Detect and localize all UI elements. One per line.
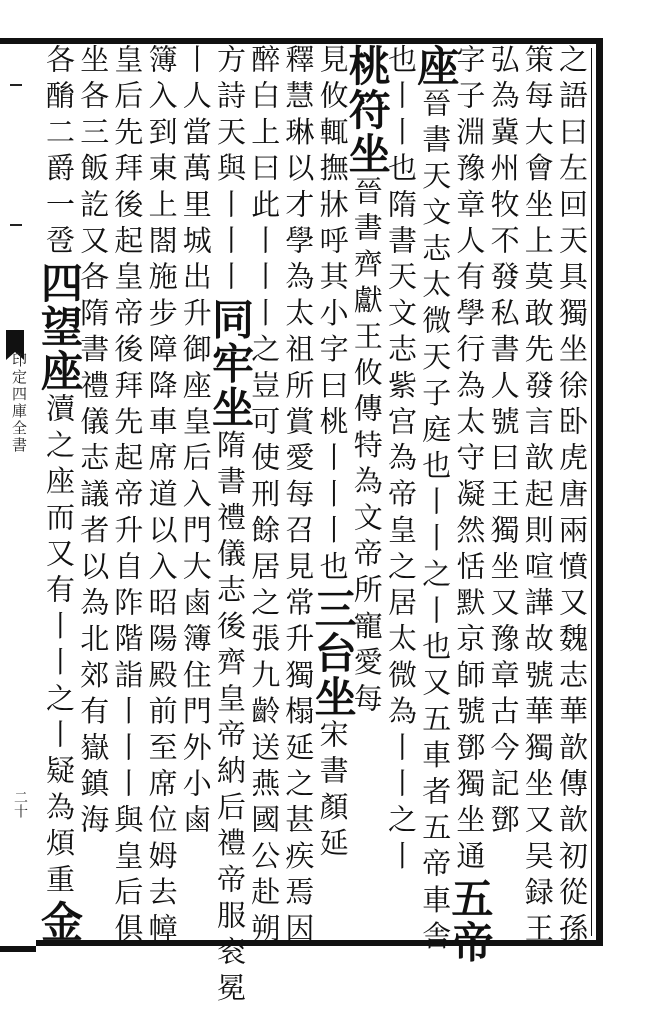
- text-run: 丨人當萬里城: [178, 44, 213, 262]
- text-column: [552, 44, 592, 949]
- text-column: [445, 44, 495, 965]
- page-number: 二十: [12, 790, 28, 818]
- text-column: [35, 44, 84, 945]
- text-column: [381, 44, 421, 924]
- text-column: [107, 44, 147, 949]
- text-run: 見攸輒撫牀呼其小字曰桃丨丨丨也: [315, 44, 350, 587]
- text-column: [176, 44, 216, 924]
- text-run: 隋書禮儀志議者以為北郊有嶽鎮海: [76, 297, 111, 841]
- text-run: 醉白上曰此丨丨丨之豈可使刑餘居之張九齡送燕國公赴朔: [247, 44, 282, 949]
- text-column: [411, 44, 461, 957]
- margin-tick: [10, 224, 22, 226]
- text-run: 晉書天文志太微天子庭也丨丨之丨也又五車者五帝車舎: [418, 88, 453, 957]
- entry-heading: 三台坐: [308, 587, 358, 719]
- text-column: [342, 44, 392, 924]
- text-column: [518, 44, 558, 949]
- entry-heading: 五帝: [445, 876, 495, 965]
- entry-heading: 金: [35, 900, 84, 945]
- text-run: 字子淵豫章人有學行為太守凝然恬默京師號鄧獨坐: [452, 44, 487, 841]
- text-run: 隋書禮儀志後齊皇帝納后禮帝服衮冕: [213, 429, 247, 1009]
- entry-heading: 桃符坐: [342, 44, 392, 176]
- text-column: [278, 44, 318, 949]
- text-run: 皇后先拜後起皇帝後拜先起帝升自阼階詣丨丨丨與皇后俱: [110, 44, 145, 949]
- text-run: 弘為冀州牧不發私書人號曰王獨坐又豫章古今記鄧: [486, 44, 521, 841]
- text-run: 簿入到東上閤施步障降車席道以入昭陽殿前至席位姆去幛: [144, 44, 179, 949]
- text-column: [244, 44, 284, 949]
- entry-heading: 同牢坐: [206, 297, 255, 430]
- entry-heading: 四望座: [35, 261, 84, 394]
- text-run: 瀆之座而又有丨丨之丨疑為煩重: [42, 393, 76, 901]
- text-column: [206, 44, 255, 1009]
- text-column: [308, 44, 358, 924]
- text-run: 坐各三飯訖又各: [76, 44, 111, 298]
- text-run: 策每大會坐上莫敢先發言歆起則喧譁故號華獨坐又吴録王: [520, 44, 555, 949]
- fishtail-mark: [6, 330, 24, 352]
- text-run: 出升御座皇后入門大鹵簿住門外小鹵: [178, 261, 213, 841]
- text-column: [73, 44, 113, 924]
- text-run: 宋書顏延: [315, 719, 350, 864]
- margin-tick: [10, 84, 22, 86]
- text-run: 也丨丨也隋書天文志紫宫為帝皇之居太微為丨丨之丨: [384, 44, 418, 877]
- text-run: 方詩天與丨丨丨: [213, 44, 247, 298]
- text-run: 之語曰左回天具獨坐徐卧虎唐兩憤又魏志華歆傳歆初從孫: [555, 44, 589, 949]
- text-column: [142, 44, 182, 949]
- fore-edge-margin: [0, 38, 36, 952]
- margin-book-title: 印定四庫全書: [10, 352, 28, 454]
- text-column: [484, 44, 524, 924]
- text-run: 各酳二爵一卺: [42, 44, 76, 262]
- text-run: 晉書齊獻王攸傳特為文帝所寵愛每: [349, 176, 384, 719]
- text-run: 釋慧琳以才學為太祖所賞愛每召見常升獨榻延之甚疾焉因: [281, 44, 316, 949]
- entry-heading: 座: [411, 44, 461, 88]
- text-run: 通: [452, 840, 487, 877]
